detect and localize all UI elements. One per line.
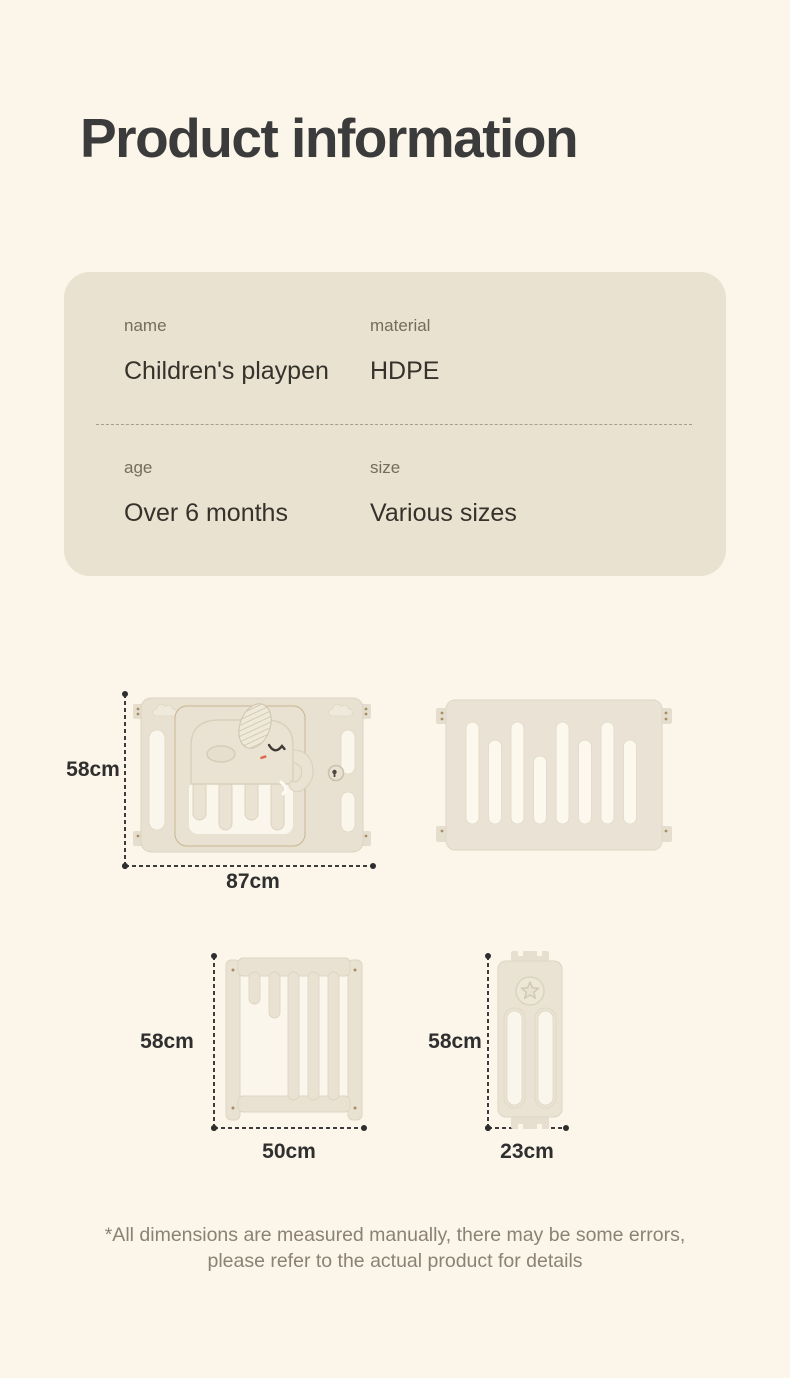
star-icon xyxy=(516,977,544,1005)
gate-right-post xyxy=(348,960,362,1120)
right-upper-slot-cutout xyxy=(341,730,355,774)
spec-field-name xyxy=(124,316,329,386)
lock-icon xyxy=(329,766,344,781)
page-title: Product information xyxy=(80,107,578,169)
spec-label-material: material xyxy=(370,316,431,335)
panel3-width-label: 50cm xyxy=(262,1140,316,1163)
right-lower-slot-cutout xyxy=(341,792,355,832)
panel1-height-label: 58cm xyxy=(66,758,120,781)
spec-value-age: Over 6 months xyxy=(124,499,288,527)
panel4-height-label: 58cm xyxy=(428,1030,482,1053)
left-slot-cutout xyxy=(149,730,165,830)
spec-field-size xyxy=(370,458,517,528)
panel1-width-dimension-line xyxy=(125,865,373,867)
panel1-width-label: 87cm xyxy=(226,870,280,893)
embossed-badge xyxy=(207,746,235,762)
footnote xyxy=(0,1222,790,1274)
narrow-panel-graphic xyxy=(496,951,564,1129)
panel3-height-dimension-line xyxy=(213,956,215,1128)
left-slot-cutout xyxy=(507,1011,522,1105)
panel4-width-label: 23cm xyxy=(500,1140,554,1163)
gate-left-post xyxy=(226,960,240,1120)
panel3-height-label: 58cm xyxy=(140,1030,194,1053)
right-slot-cutout xyxy=(538,1011,553,1105)
spec-card xyxy=(64,272,726,576)
spec-label-size: size xyxy=(370,458,401,477)
spec-field-material xyxy=(370,316,439,386)
footnote-line-2: please refer to the actual product for details xyxy=(207,1250,583,1272)
door-panel-graphic xyxy=(133,696,371,856)
footnote-line-1: *All dimensions are measured manually, there may be some errors, xyxy=(104,1224,686,1246)
spec-value-size: Various sizes xyxy=(370,499,517,527)
spec-field-age xyxy=(124,458,288,528)
gate-panel-graphic xyxy=(224,956,364,1124)
spec-label-name: name xyxy=(124,316,167,335)
spec-value-material: HDPE xyxy=(370,357,440,385)
spec-label-age: age xyxy=(124,458,153,477)
fence-panel-graphic xyxy=(436,698,672,856)
panel3-width-dimension-line xyxy=(214,1127,364,1129)
card-dashed-divider xyxy=(96,424,692,425)
spec-value-name: Children's playpen xyxy=(124,357,329,385)
